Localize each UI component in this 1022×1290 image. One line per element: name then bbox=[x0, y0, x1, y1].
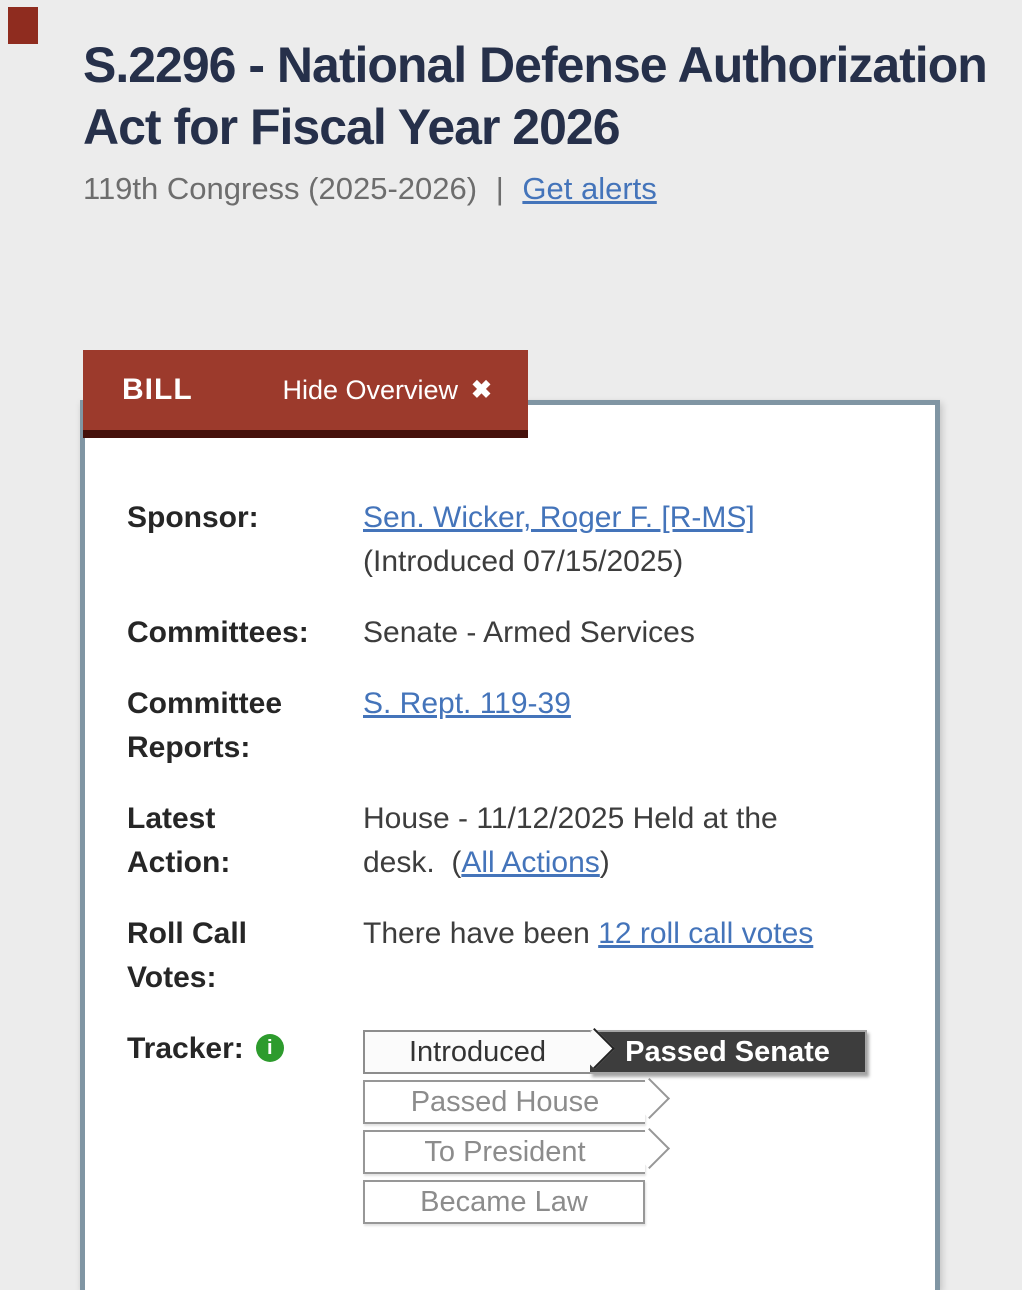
tracker-row-3 bbox=[363, 1130, 883, 1174]
sponsor-label: Sponsor: bbox=[127, 501, 259, 534]
latest-action-text: House - 11/12/2025 Held at the desk. ( bbox=[363, 802, 787, 879]
tracker-step-label: Introduced bbox=[408, 1036, 547, 1068]
committee-report-link[interactable]: S. Rept. 119-39 bbox=[363, 687, 571, 720]
tracker-step-introduced bbox=[363, 1030, 590, 1074]
congress-text: 119th Congress (2025-2026) bbox=[83, 171, 478, 206]
committees-label: Committees: bbox=[127, 616, 309, 649]
committee-reports-value bbox=[363, 682, 833, 770]
all-actions-link[interactable]: All Actions bbox=[461, 846, 600, 879]
roll-call-text: There have been bbox=[363, 917, 599, 950]
tracker-row-4 bbox=[363, 1180, 883, 1224]
tracker-row-1 bbox=[363, 1030, 883, 1074]
latest-action-value bbox=[363, 797, 833, 885]
latest-action-label: Latest Action: bbox=[127, 802, 231, 879]
bill-overview-card bbox=[80, 400, 940, 1290]
roll-call-label: Roll Call Votes: bbox=[127, 917, 248, 994]
page-title: S.2296 - National Defense Authorization Act for Fiscal Year 2026 bbox=[83, 37, 987, 155]
sponsor-link[interactable]: Sen. Wicker, Roger F. [R-MS] bbox=[363, 501, 755, 534]
tracker-step-passed-house bbox=[363, 1080, 645, 1124]
committee-reports-label: Committee Reports: bbox=[127, 687, 283, 764]
info-icon[interactable]: i bbox=[256, 1034, 284, 1062]
tracker-step-to-president bbox=[363, 1130, 645, 1174]
latest-action-suffix: ) bbox=[599, 846, 610, 879]
bill-tracker bbox=[363, 1027, 883, 1230]
tracker-step-passed-senate bbox=[590, 1030, 867, 1074]
roll-call-value bbox=[363, 912, 833, 1000]
tracker-step-label: Passed Senate bbox=[625, 1036, 830, 1068]
hide-overview-button[interactable] bbox=[282, 375, 492, 406]
tracker-row-2 bbox=[363, 1080, 883, 1124]
sponsor-value bbox=[363, 496, 833, 584]
tracker-label-cell bbox=[127, 1027, 363, 1230]
tracker-step-became-law bbox=[363, 1180, 645, 1224]
get-alerts-link[interactable]: Get alerts bbox=[522, 171, 657, 206]
congress-subtitle bbox=[83, 171, 995, 207]
page-header bbox=[83, 34, 995, 207]
separator: | bbox=[495, 171, 504, 206]
close-icon: ✖ bbox=[471, 376, 492, 404]
committees-value: Senate - Armed Services bbox=[363, 616, 695, 649]
roll-call-votes-link[interactable]: 12 roll call votes bbox=[598, 917, 814, 950]
tracker-label: Tracker: bbox=[127, 1032, 244, 1065]
bill-banner bbox=[83, 350, 528, 438]
bill-tab[interactable]: BILL bbox=[122, 373, 193, 406]
corner-mark bbox=[8, 7, 38, 44]
tracker-step-label: Passed House bbox=[410, 1086, 600, 1118]
hide-overview-label: Hide Overview bbox=[282, 374, 459, 405]
tracker-step-label: Became Law bbox=[420, 1186, 588, 1218]
tracker-step-label: To President bbox=[424, 1136, 586, 1168]
sponsor-introduced: (Introduced 07/15/2025) bbox=[363, 501, 764, 578]
